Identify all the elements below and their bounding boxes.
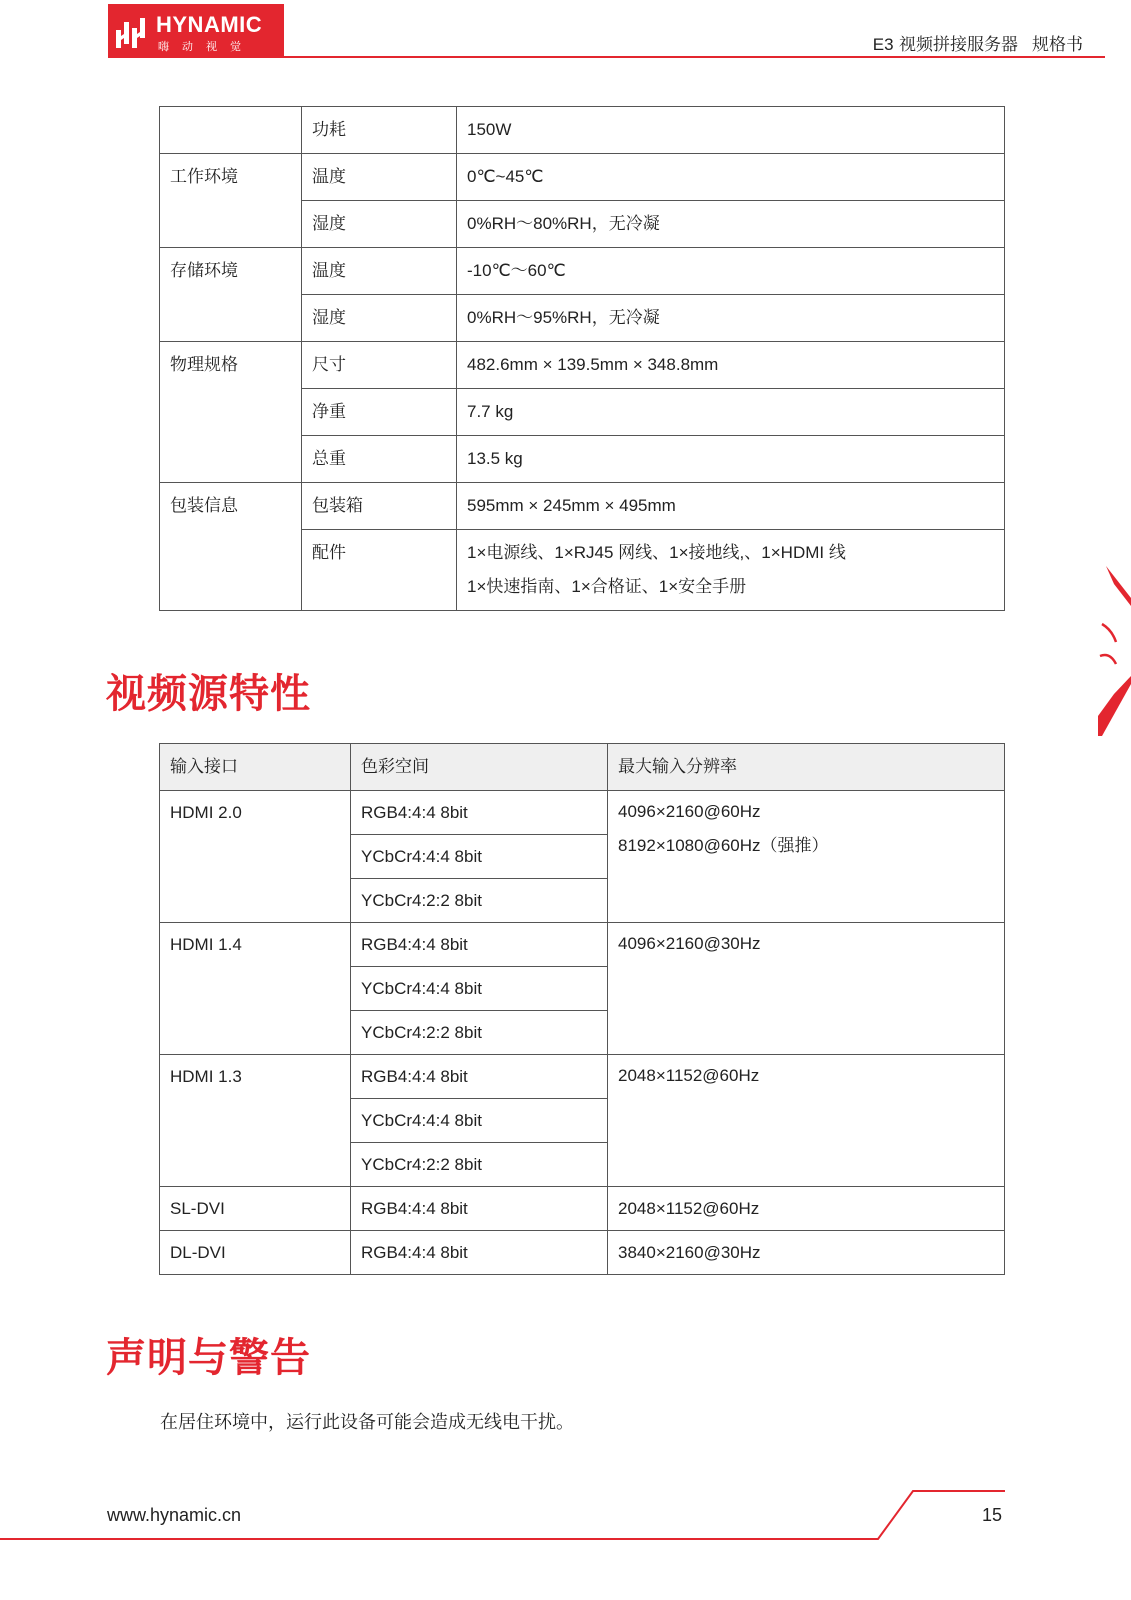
interface-cell: HDMI 1.3: [160, 1055, 351, 1187]
spec-value-cell: [457, 530, 1005, 611]
resolution-line: 2048×1152@60Hz: [618, 1066, 760, 1085]
column-header: 最大输入分辨率: [608, 744, 1005, 791]
spec-value-cell: 150W: [457, 107, 1005, 154]
table-row: [160, 923, 1005, 967]
color-space-cell: RGB4:4:4 8bit: [351, 1187, 608, 1231]
table-row: [160, 107, 1005, 154]
doc-id: E3: [872, 35, 894, 54]
doc-name: 视频拼接服务器: [899, 35, 1018, 55]
color-space-cell: YCbCr4:2:2 8bit: [351, 879, 608, 923]
resolution-line: 4096×2160@60Hz: [618, 802, 761, 821]
color-space-cell: RGB4:4:4 8bit: [351, 791, 608, 835]
spec-value-cell: 0℃~45℃: [457, 154, 1005, 201]
spec-value-cell: 7.7 kg: [457, 389, 1005, 436]
statement-text: 在居住环境中，运行此设备可能会造成无线电干扰。: [160, 1412, 574, 1433]
table-row: [160, 483, 1005, 530]
table-row: [160, 154, 1005, 201]
spec-item-cell: 湿度: [302, 295, 457, 342]
table-row: [160, 791, 1005, 835]
accessory-line: 1×电源线、1×RJ45 网线、1×接地线,、1×HDMI 线: [467, 543, 846, 562]
resolution-cell: 3840×2160@30Hz: [608, 1231, 1005, 1275]
hynamic-logo-icon: [114, 16, 150, 52]
resolution-cell: [608, 1055, 1005, 1187]
interface-cell: HDMI 2.0: [160, 791, 351, 923]
spec-value-cell: -10℃～60℃: [457, 248, 1005, 295]
resolution-cell: 2048×1152@60Hz: [608, 1187, 1005, 1231]
column-header: 色彩空间: [351, 744, 608, 791]
resolution-cell: [608, 923, 1005, 1055]
brand-logo: [108, 4, 284, 58]
spec-item-cell: 配件: [302, 530, 457, 611]
interface-cell: HDMI 1.4: [160, 923, 351, 1055]
table-row: [160, 1231, 1005, 1275]
color-space-cell: RGB4:4:4 8bit: [351, 1055, 608, 1099]
color-space-cell: YCbCr4:4:4 8bit: [351, 1099, 608, 1143]
brand-subtitle: 嗨动视觉: [158, 40, 254, 53]
spec-value-cell: 13.5 kg: [457, 436, 1005, 483]
resolution-line: 4096×2160@30Hz: [618, 934, 761, 953]
video-source-table: [159, 743, 1005, 1275]
spec-item-cell: 温度: [302, 154, 457, 201]
spec-group-cell: [160, 107, 302, 154]
side-decoration-icon: [1092, 566, 1131, 736]
spec-value-cell: 0%RH～80%RH，无冷凝: [457, 201, 1005, 248]
resolution-cell: [608, 791, 1005, 923]
spec-item-cell: 尺寸: [302, 342, 457, 389]
color-space-cell: YCbCr4:4:4 8bit: [351, 835, 608, 879]
spec-item-cell: 包装箱: [302, 483, 457, 530]
table-row: [160, 342, 1005, 389]
header-rule: [280, 56, 1105, 58]
color-space-cell: YCbCr4:4:4 8bit: [351, 967, 608, 1011]
footer-url: www.hynamic.cn: [107, 1505, 242, 1525]
spec-item-cell: 湿度: [302, 201, 457, 248]
table-header-row: [160, 744, 1005, 791]
interface-cell: SL-DVI: [160, 1187, 351, 1231]
color-space-cell: RGB4:4:4 8bit: [351, 923, 608, 967]
table-row: [160, 1055, 1005, 1099]
spec-item-cell: 温度: [302, 248, 457, 295]
spec-group-cell: 物理规格: [160, 342, 302, 483]
spec-item-cell: 总重: [302, 436, 457, 483]
color-space-cell: RGB4:4:4 8bit: [351, 1231, 608, 1275]
spec-value-cell: 482.6mm × 139.5mm × 348.8mm: [457, 342, 1005, 389]
spec-item-cell: 净重: [302, 389, 457, 436]
document-title: [873, 30, 1083, 55]
section-title-video-source: 视频源特性: [106, 671, 311, 717]
section-title-statement: 声明与警告: [106, 1335, 311, 1381]
resolution-line: 8192×1080@60Hz（强推）: [618, 836, 829, 855]
doc-type: 规格书: [1032, 35, 1083, 55]
table-row: [160, 1187, 1005, 1231]
spec-value-cell: 595mm × 245mm × 495mm: [457, 483, 1005, 530]
spec-item-cell: 功耗: [302, 107, 457, 154]
spec-value-cell: 0%RH～95%RH，无冷凝: [457, 295, 1005, 342]
brand-name: HYNAMIC: [156, 12, 263, 37]
interface-cell: DL-DVI: [160, 1231, 351, 1275]
color-space-cell: YCbCr4:2:2 8bit: [351, 1011, 608, 1055]
page-number: 15: [982, 1505, 1003, 1525]
spec-group-cell: 包装信息: [160, 483, 302, 611]
color-space-cell: YCbCr4:2:2 8bit: [351, 1143, 608, 1187]
spec-group-cell: 存储环境: [160, 248, 302, 342]
table-row: [160, 248, 1005, 295]
column-header: 输入接口: [160, 744, 351, 791]
spec-table: [159, 106, 1005, 611]
spec-group-cell: 工作环境: [160, 154, 302, 248]
accessory-line: 1×快速指南、1×合格证、1×安全手册: [467, 577, 747, 596]
